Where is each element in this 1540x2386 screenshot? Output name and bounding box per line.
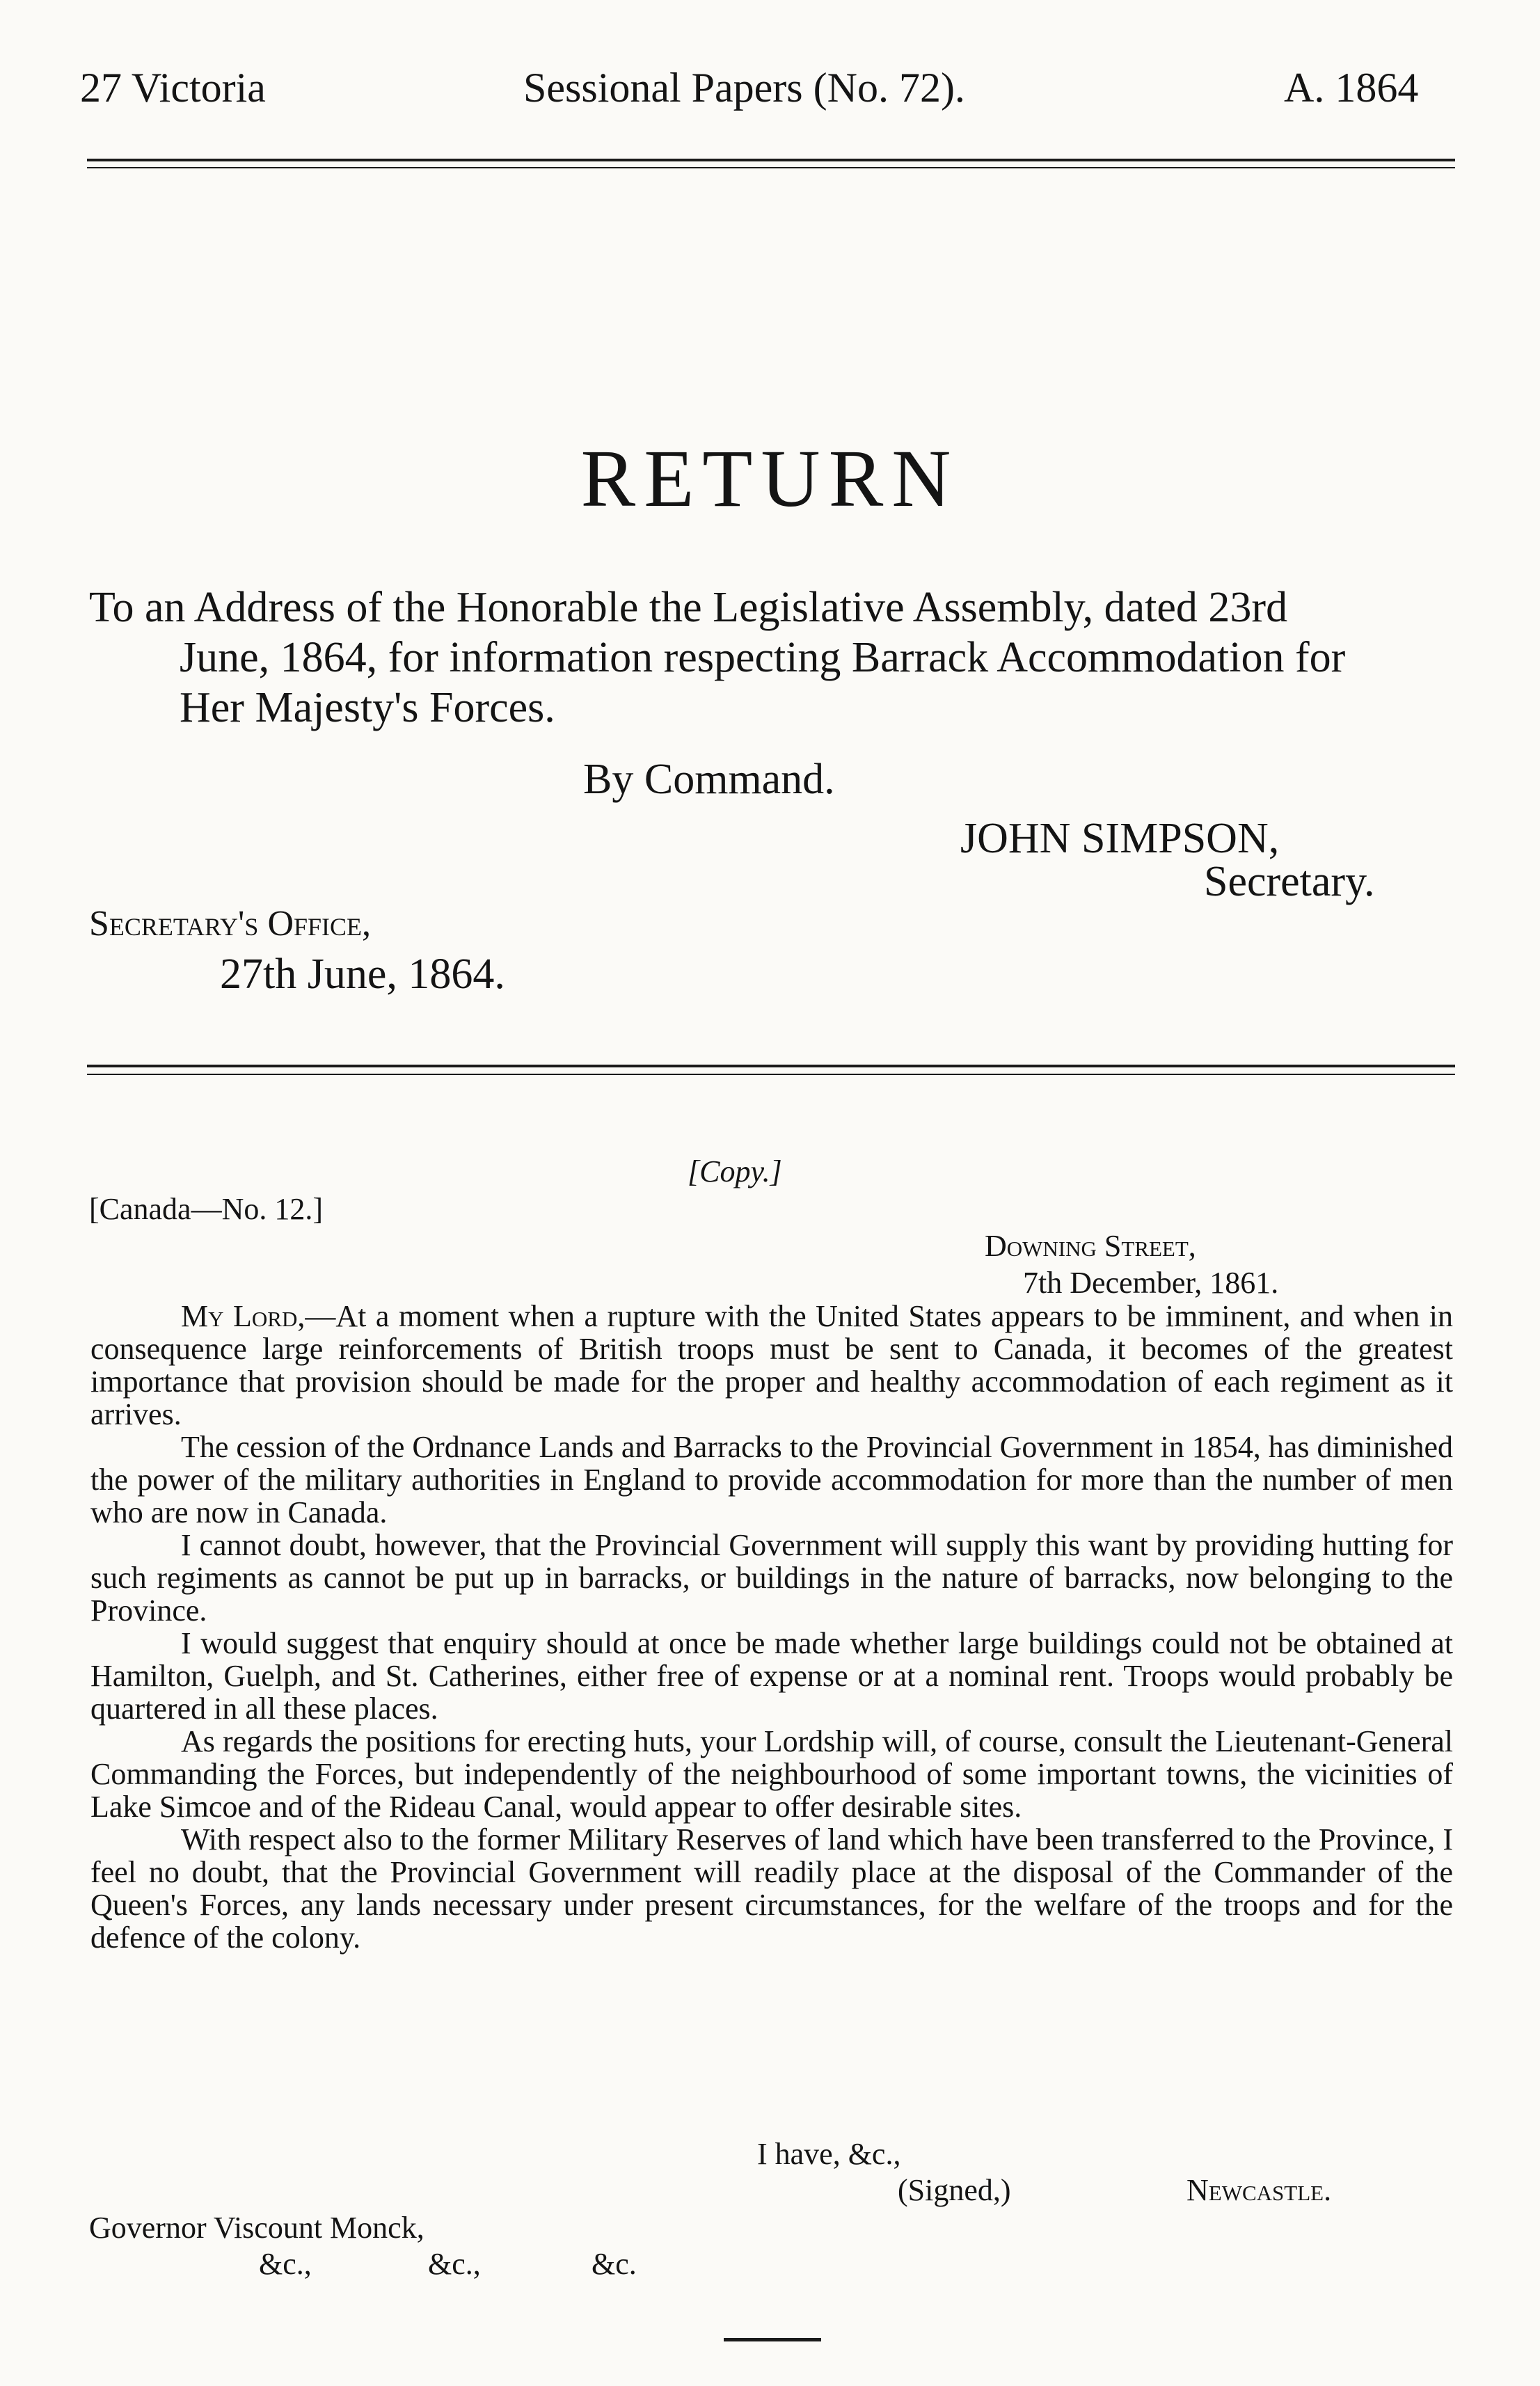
office-name: Secretary's Office, [89,904,372,944]
etc-3: &c. [592,2247,637,2281]
header-right: A. 1864 [1284,65,1419,111]
copy-label: [Copy.] [688,1154,782,1188]
header-center: Sessional Papers (No. 72). [523,65,965,111]
letter-paragraph [90,1300,1453,1431]
letter-paragraph: I would suggest that enquiry should at once be made whether large buildings could not be obtained at Hamilton, Guelph, and St. Catherines, either free of expense or at a nominal rent. Troops would probably be quartered in all these places. [90,1626,1453,1726]
letter-origin: Downing Street, [985,1229,1196,1263]
etc-1: &c., [259,2247,312,2281]
office-date: 27th June, 1864. [220,951,505,998]
document-title: RETURN [580,433,960,524]
letter-paragraph: With respect also to the former Military Reserves of land which have been transferred to the Province, I feel no doubt, that the Provincial Government will readily place at the disposal of the Commander of the Queen's Forces, any lands necessary under present circumstances, for the welfare of the troops and for the defence of the colony. [90,1822,1453,1955]
section-rule-top [87,1065,1455,1067]
address-line-3: Her Majesty's Forces. [180,684,555,731]
end-rule [724,2338,821,2341]
letter-paragraph: As regards the positions for erecting huts, your Lordship will, of course, consult the Lieutenant-General Commanding the Forces, but independently of the neighbourhood of some important towns, the vicinities of Lake Simcoe and of the Rideau Canal, would appear to offer desirable sites. [90,1724,1453,1824]
header-left: 27 Victoria [80,65,266,111]
letter-paragraph: I cannot doubt, however, that the Provincial Government will supply this want by providing hutting for such regiments as cannot be put up in barracks, or buildings in the nature of barracks, now belonging to the Province. [90,1528,1453,1628]
letter-body [90,1300,1453,1954]
section-rule-bottom [87,1074,1455,1075]
address-line-2: June, 1864, for information respecting Barrack Accommodation for [180,634,1346,681]
letter-date: 7th December, 1861. [1023,1266,1279,1300]
etc-2: &c., [428,2247,481,2281]
signer: Newcastle. [1186,2173,1332,2207]
letter-paragraph: The cession of the Ordnance Lands and Barracks to the Provincial Government in 1854, has diminished the power of the military authorities in England to provide accommodation for more than the number of men who are now in Canada. [90,1430,1453,1529]
by-command: By Command. [583,756,835,803]
paragraph-text: —At a moment when a rupture with the United States appears to be imminent, and when in consequence large reinforcements of British troops must be sent to Canada, it becomes of the greatest importance that provision should be made for the proper and healthy accommodation of each regiment as it arrives. [90,1299,1454,1431]
salutation: My Lord, [181,1299,305,1333]
signatory-name: JOHN SIMPSON, [960,815,1280,862]
letter-reference: [Canada—No. 12.] [89,1192,324,1226]
signatory-title: Secretary. [1204,858,1375,905]
header-rule-bottom [87,167,1455,168]
address-line-1: To an Address of the Honorable the Legislative Assembly, dated 23rd [89,584,1288,631]
addressee: Governor Viscount Monck, [89,2211,424,2245]
signed-label: (Signed,) [898,2173,1011,2207]
closing: I have, &c., [757,2137,901,2171]
header-rule-top [87,159,1455,161]
